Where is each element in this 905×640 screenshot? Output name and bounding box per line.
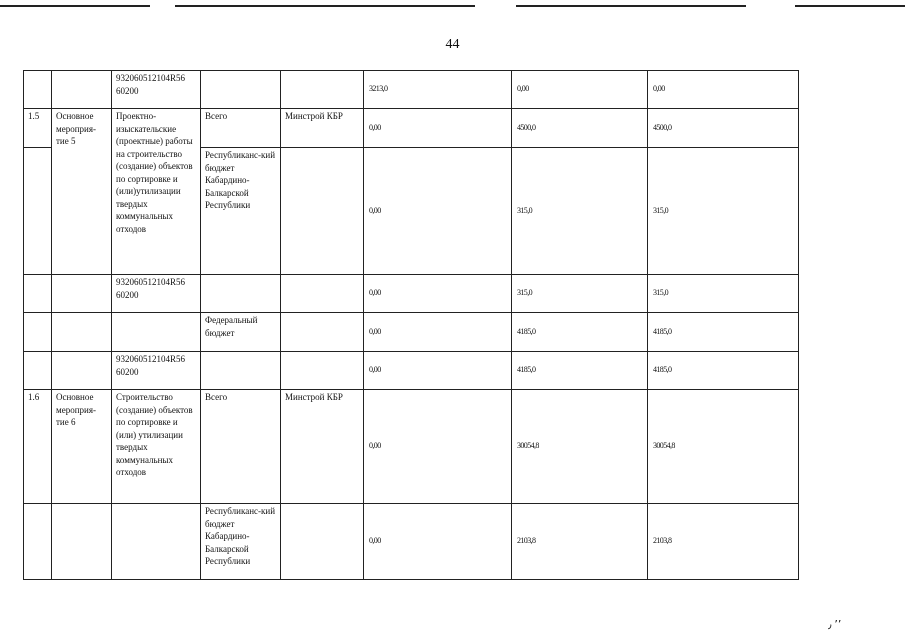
cell-source: Республиканс-кий бюджет Кабардино-Балкарской Республики <box>201 148 281 275</box>
cell-value-1: 3213,0 <box>364 71 512 109</box>
table-row <box>24 352 799 390</box>
cell-source: Всего <box>201 109 281 148</box>
cell-desc: 932060512104R56 60200 <box>112 352 201 390</box>
table-row <box>24 109 799 148</box>
cell-value-1: 0,00 <box>364 352 512 390</box>
budget-table <box>23 70 799 580</box>
cell-value-3: 2103,8 <box>648 504 799 580</box>
footer-marks: ٬٬ ٫ <box>828 619 842 631</box>
cell-value-1: 0,00 <box>364 390 512 504</box>
cell-name <box>52 352 112 390</box>
cell-value-3: 4185,0 <box>648 313 799 352</box>
cell-num <box>24 148 52 275</box>
table-row <box>24 275 799 313</box>
cell-value-3: 0,00 <box>648 71 799 109</box>
cell-name: Основное мероприя-тие 6 <box>52 390 112 504</box>
cell-value-1: 0,00 <box>364 148 512 275</box>
cell-value-2: 2103,8 <box>512 504 648 580</box>
cell-value-3: 4500,0 <box>648 109 799 148</box>
cell-value-2: 4185,0 <box>512 313 648 352</box>
cell-value-2: 315,0 <box>512 275 648 313</box>
cell-executor: Минстрой КБР <box>281 109 364 148</box>
cell-num <box>24 275 52 313</box>
cell-executor <box>281 148 364 275</box>
cell-num: 1.5 <box>24 109 52 148</box>
cell-value-2: 315,0 <box>512 148 648 275</box>
cell-value-1: 0,00 <box>364 504 512 580</box>
cell-source <box>201 71 281 109</box>
cell-executor <box>281 504 364 580</box>
cell-source <box>201 275 281 313</box>
cell-value-2: 4185,0 <box>512 352 648 390</box>
cell-executor <box>281 313 364 352</box>
cell-desc: 932060512104R56 60200 <box>112 275 201 313</box>
cell-source <box>201 352 281 390</box>
table-row <box>24 390 799 504</box>
cell-name <box>52 504 112 580</box>
cell-num <box>24 313 52 352</box>
top-rule-2 <box>175 5 475 7</box>
top-rule-4 <box>795 5 905 7</box>
cell-desc <box>112 504 201 580</box>
cell-num <box>24 71 52 109</box>
cell-name <box>52 275 112 313</box>
cell-value-3: 315,0 <box>648 275 799 313</box>
cell-num: 1.6 <box>24 390 52 504</box>
cell-num <box>24 504 52 580</box>
cell-executor <box>281 352 364 390</box>
top-rule-1 <box>0 5 150 7</box>
cell-desc: Строительство (создание) объектов по сортировке и (или) утилизации твердых коммунальных отходов <box>112 390 201 504</box>
cell-value-3: 30054,8 <box>648 390 799 504</box>
cell-value-1: 0,00 <box>364 109 512 148</box>
cell-desc <box>112 313 201 352</box>
table-row <box>24 504 799 580</box>
table-row <box>24 71 799 109</box>
cell-desc: 932060512104R56 60200 <box>112 71 201 109</box>
cell-desc: Проектно-изыскательские (проектные) работы на строительство (создание) объектов по сортировке и (или)утилизации твердых коммунальных отходов <box>112 109 201 275</box>
cell-value-1: 0,00 <box>364 275 512 313</box>
cell-value-2: 4500,0 <box>512 109 648 148</box>
cell-value-2: 30054,8 <box>512 390 648 504</box>
cell-value-2: 0,00 <box>512 71 648 109</box>
page-number: 44 <box>445 37 460 52</box>
cell-name <box>52 313 112 352</box>
cell-executor <box>281 71 364 109</box>
top-rule-3 <box>516 5 746 7</box>
cell-num <box>24 352 52 390</box>
cell-value-3: 4185,0 <box>648 352 799 390</box>
cell-executor: Минстрой КБР <box>281 390 364 504</box>
table-row <box>24 313 799 352</box>
cell-name <box>52 71 112 109</box>
cell-source: Всего <box>201 390 281 504</box>
cell-executor <box>281 275 364 313</box>
cell-source: Федеральный бюджет <box>201 313 281 352</box>
cell-value-1: 0,00 <box>364 313 512 352</box>
cell-name: Основное мероприя-тие 5 <box>52 109 112 275</box>
cell-value-3: 315,0 <box>648 148 799 275</box>
cell-source: Республиканс-кий бюджет Кабардино-Балкарской Республики <box>201 504 281 580</box>
